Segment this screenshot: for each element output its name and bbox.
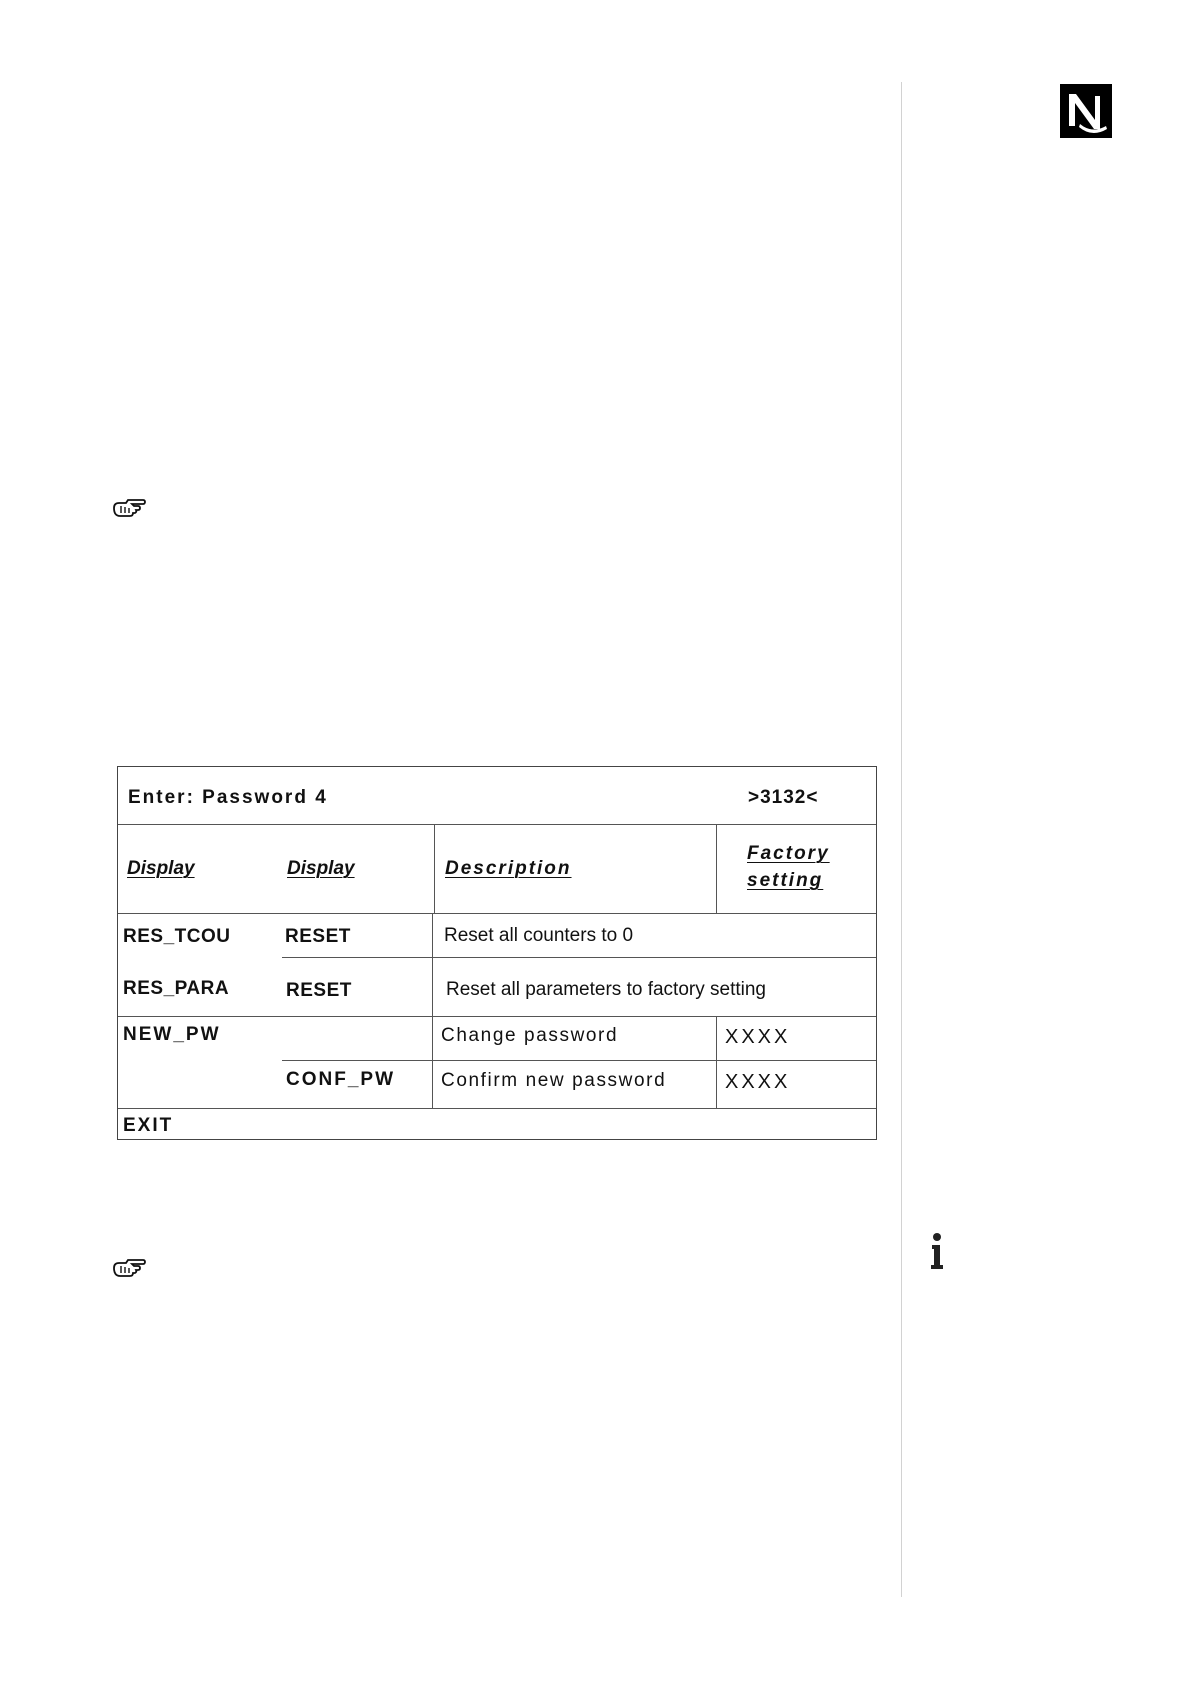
header-display-2: Display [287, 858, 355, 879]
cell-description: Confirm new password [441, 1070, 667, 1091]
table-rule [434, 824, 435, 913]
header-description: Description [445, 858, 572, 879]
table-rule [118, 824, 876, 825]
header-display-1: Display [127, 858, 195, 879]
header-factory: Factory [747, 843, 830, 864]
pointing-hand-icon [112, 1258, 146, 1280]
cell-display-2: CONF_PW [286, 1069, 395, 1090]
password-code: >3132< [748, 787, 819, 808]
table-rule [118, 1016, 876, 1017]
cell-display-2: RESET [285, 926, 351, 947]
table-rule [716, 1016, 717, 1108]
table-rule [118, 1108, 876, 1109]
password-menu-table [117, 766, 877, 1140]
cell-factory-setting: XXXX [725, 1071, 791, 1093]
table-rule [282, 957, 876, 958]
cell-description: Reset all counters to 0 [444, 925, 634, 946]
header-setting: setting [747, 870, 824, 891]
info-icon [926, 1232, 948, 1272]
cell-display-1: RES_PARA [123, 978, 230, 999]
table-rule [282, 1060, 876, 1061]
nespresso-logo-icon [1060, 84, 1112, 138]
cell-display-2: RESET [286, 980, 352, 1001]
cell-description: Reset all parameters to factory setting [446, 979, 766, 1000]
cell-description: Change password [441, 1025, 619, 1046]
table-rule [716, 824, 717, 913]
cell-display-1: EXIT [123, 1115, 174, 1136]
cell-display-1: NEW_PW [123, 1024, 221, 1045]
margin-divider [901, 82, 902, 1597]
table-rule [118, 913, 876, 914]
table-title: Enter: Password 4 [128, 787, 328, 808]
table-rule [432, 913, 433, 1108]
cell-display-1: RES_TCOU [123, 926, 231, 947]
cell-factory-setting: XXXX [725, 1026, 791, 1048]
pointing-hand-icon [112, 498, 146, 520]
